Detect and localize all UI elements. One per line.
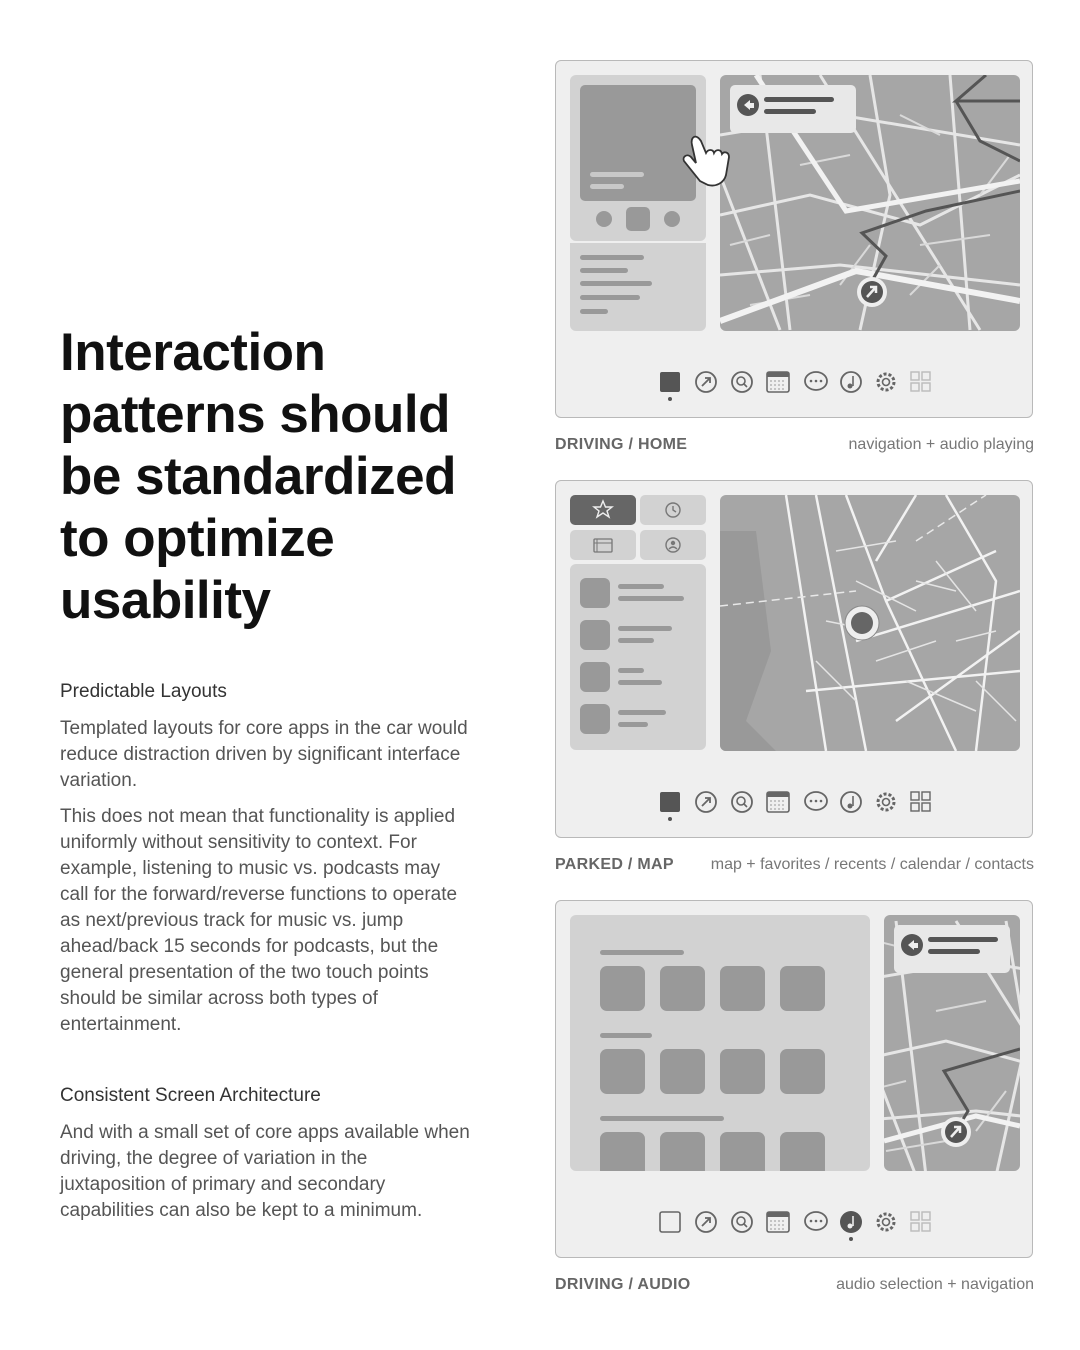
calendar-tab (570, 530, 636, 560)
next-button (664, 211, 680, 227)
screen-parked-map (555, 480, 1033, 838)
section-title-consistent-architecture: Consistent Screen Architecture (60, 1085, 321, 1106)
app-grid-icon (911, 372, 930, 391)
search-icon (732, 1212, 752, 1232)
settings-icon (878, 374, 894, 390)
screen-driving-home (555, 60, 1033, 418)
panel-description: audio selection + navigation (836, 1276, 1034, 1293)
home-icon (660, 792, 680, 812)
panel-description: navigation + audio playing (848, 436, 1034, 453)
app-grid-icon (911, 1212, 930, 1231)
panel-state-label: DRIVING / AUDIO (555, 1276, 691, 1293)
settings-icon (878, 794, 894, 810)
app-grid-icon (911, 792, 930, 811)
album-art (580, 85, 696, 201)
settings-icon (878, 1214, 894, 1230)
dock (556, 789, 1032, 823)
panel-description: map + favorites / recents / calendar / contacts (710, 856, 1034, 873)
music-icon (841, 372, 861, 392)
previous-button (596, 211, 612, 227)
play-button (626, 207, 650, 231)
home-icon (660, 372, 680, 392)
home-icon (660, 1212, 680, 1232)
music-icon (841, 792, 861, 812)
dock (556, 1209, 1032, 1243)
search-icon (732, 792, 752, 812)
section-paragraph: And with a small set of core apps available when driving, the degree of variation in the juxtaposition of primary and secondary capabilities can also be kept to a minimum. (60, 1122, 470, 1221)
headline: Interaction patterns should be standardized to optimize usability (60, 323, 456, 630)
section-paragraph: This does not mean that functionality is applied uniformly without sensitivity to context. For example, listening to music vs. podcasts may call for the forward/reverse functions to operate as next/previous track for music vs. jump ahead/back 15 seconds for podcasts, but the general presentation of the two touch points should be similar across both types of entertainment. (60, 806, 458, 1035)
section-paragraph: Templated layouts for core apps in the car would reduce distraction driven by significant interface variation. (60, 718, 468, 791)
panel-state-label: PARKED / MAP (555, 856, 674, 873)
music-icon (840, 1211, 862, 1233)
dock (556, 369, 1032, 403)
search-icon (732, 372, 752, 392)
section-title-predictable-layouts: Predictable Layouts (60, 681, 227, 702)
screen-driving-audio (555, 900, 1033, 1258)
panel-state-label: DRIVING / HOME (555, 436, 688, 453)
